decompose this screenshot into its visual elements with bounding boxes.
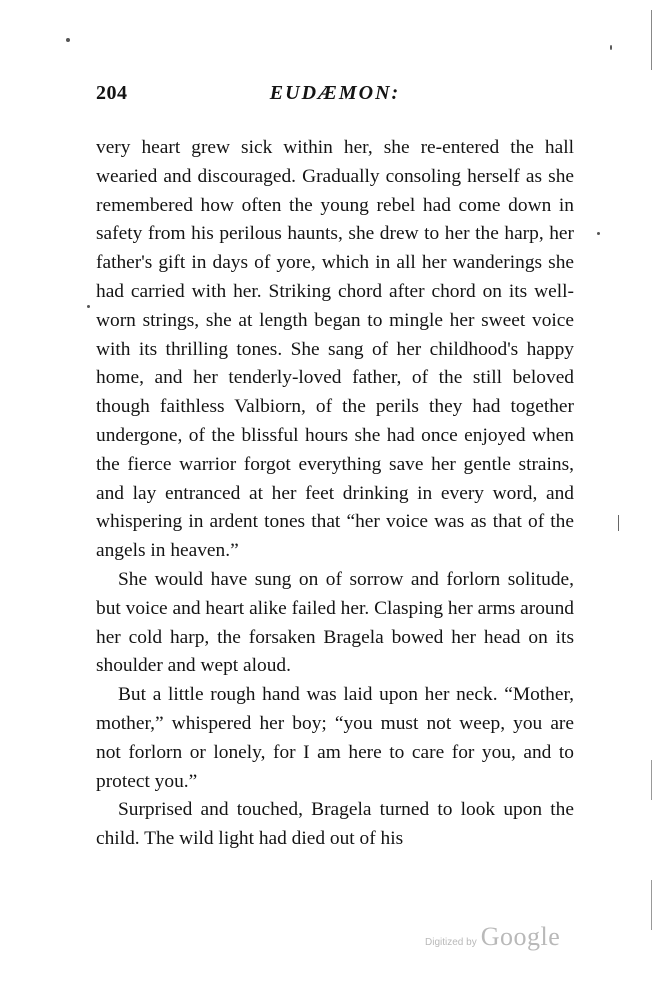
page-body xyxy=(96,134,574,854)
paragraph-4: Surprised and touched, Bragela turned to look upon the child. The wild light had died out of his xyxy=(96,799,574,850)
scan-speck xyxy=(87,305,90,308)
margin-line xyxy=(651,10,652,70)
google-logo: Google xyxy=(480,922,561,951)
paragraph-2: She would have sung on of sorrow and forlorn solitude, but voice and heart alike failed her. Clasping her arms around her cold harp, the forsaken Bragela bowed her head on its shoulder and wept aloud. xyxy=(96,568,574,677)
page-number: 204 xyxy=(96,82,128,104)
margin-line xyxy=(651,880,652,930)
scan-speck xyxy=(597,232,600,235)
digitized-by-google-watermark xyxy=(425,922,560,952)
page-header xyxy=(96,80,574,110)
paragraph-3: But a little rough hand was laid upon her neck. “Mother, mother,” whispered her boy; “you must not weep, you are not forlorn or lonely, for I am here to care for you, and to protect you.” xyxy=(96,684,574,792)
scan-speck xyxy=(66,38,70,42)
margin-line xyxy=(618,515,619,531)
margin-line xyxy=(651,760,652,800)
watermark-prefix: Digitized by xyxy=(425,937,477,948)
scan-speck xyxy=(610,45,612,50)
paragraph-1: very heart grew sick within her, she re-entered the hall wearied and discouraged. Gradually consoling herself as she remembered how often the young rebel had come down in safety from his perilous haunts, she drew to her the harp, her father's gift in days of yore, which in all her wanderings she had carried with her. Striking chord after chord on its well-worn strings, she at length began to mingle her sweet voice with its thrilling tones. She sang of her childhood's happy home, and her tenderly-loved father, of the still beloved though faithless Valbiorn, of the perils they had together undergone, of the blissful hours she had once enjoyed when the fierce warrior forgot everything save her gentle strains, and lay entranced at her feet drinking in every word, and whispering in ardent tones that “her voice was as that of the angels in heaven.” xyxy=(96,137,574,562)
running-title: EUDÆMON: xyxy=(269,82,401,104)
